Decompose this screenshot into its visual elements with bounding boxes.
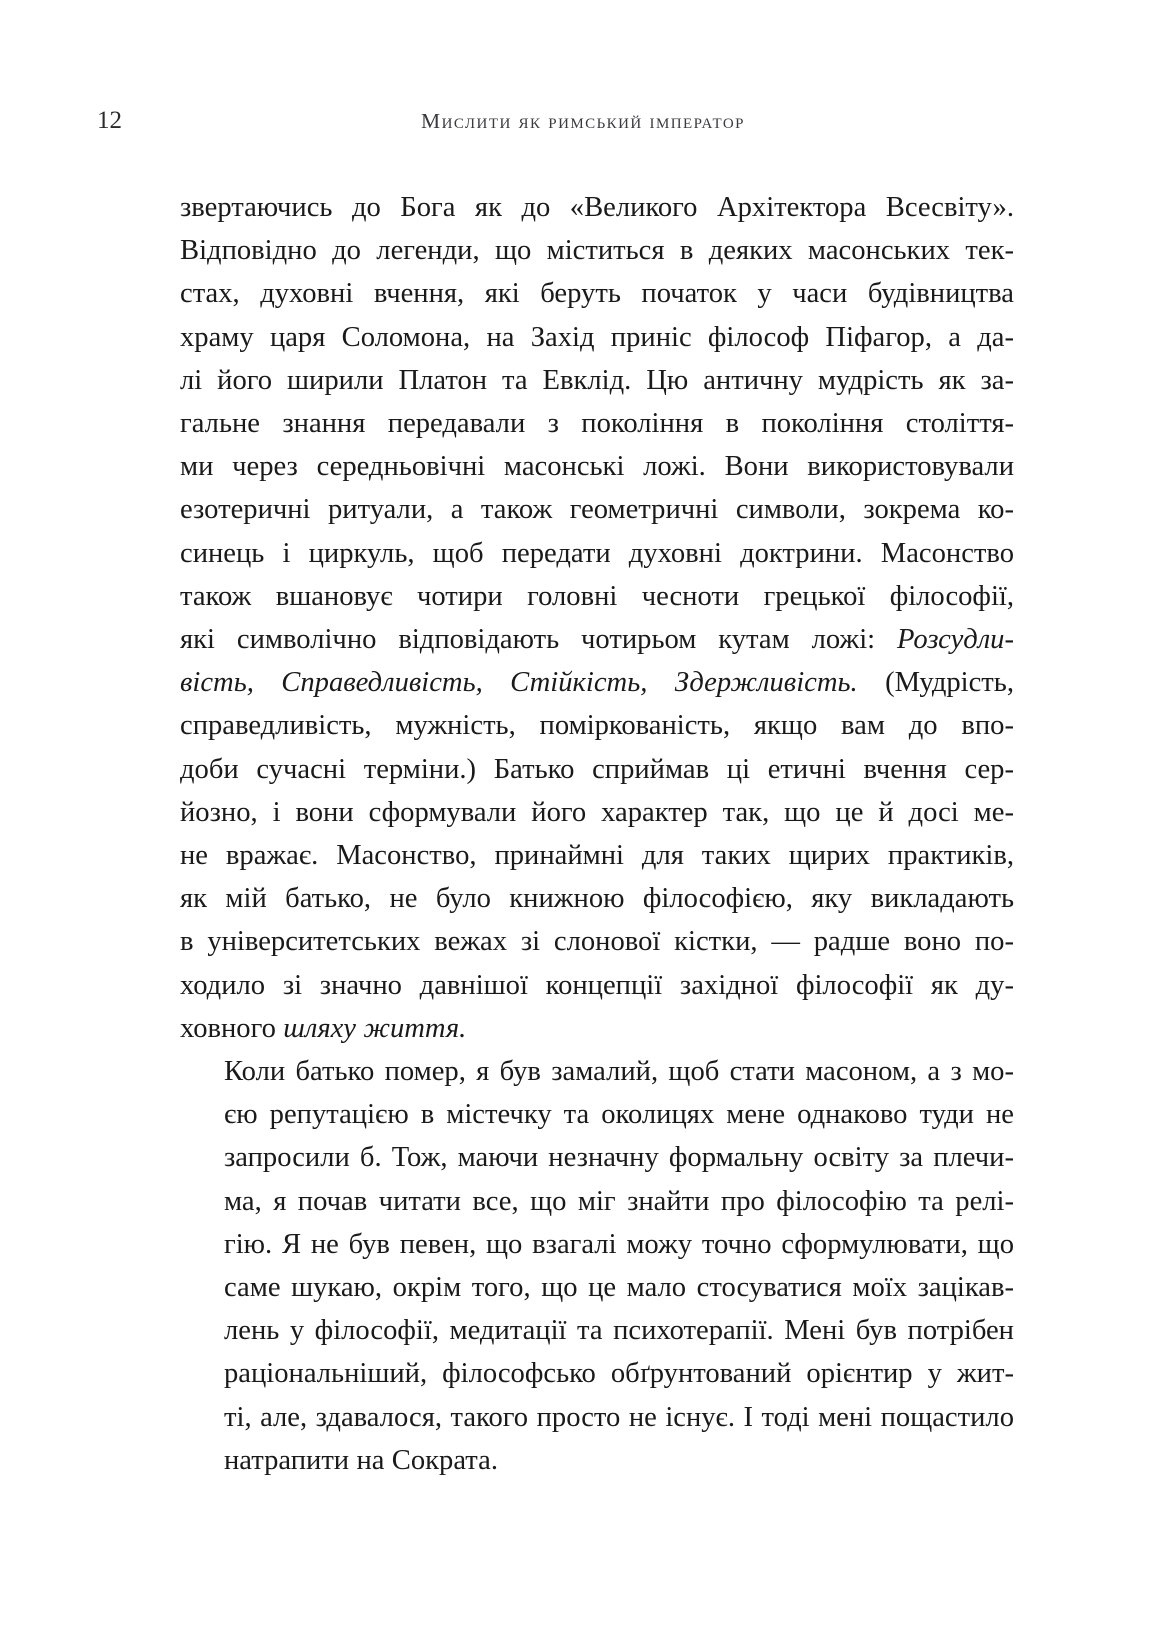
italic-phrase: вість, Справедливість, Стійкість, Здержливість.	[180, 667, 858, 699]
text-line: які символічно відповідають чотирьом кутам ложі: Розсудли-	[180, 624, 1014, 656]
text-line: ті, але, здавалося, такого просто не існує. І тоді мені пощастило	[224, 1401, 1014, 1433]
text-line: стах, духовні вчення, які беруть початок у часи будівництва	[180, 278, 1014, 310]
text-line: запросили б. Тож, маючи незначну формальну освіту за плечи-	[224, 1142, 1014, 1174]
text-line: лень у філософії, медитації та психотерапії. Мені був потрібен	[224, 1315, 1014, 1347]
text-line: езотеричні ритуали, а також геометричні символи, зокрема ко-	[180, 494, 1014, 526]
text-line: Відповідно до легенди, що міститься в деяких масонських тек-	[180, 235, 1014, 267]
text-line: гальне знання передавали з покоління в покоління століття-	[180, 408, 1014, 440]
text-line: ходило зі значно давнішої концепції західної філософії як ду-	[180, 969, 1014, 1001]
text-line: доби сучасні терміни.) Батько сприймав ці етичні вчення сер-	[180, 753, 1014, 785]
text-line: не вражає. Масонство, принаймні для таких щирих практиків,	[180, 840, 1014, 872]
text-line: вість, Справедливість, Стійкість, Здержливість. (Мудрість,	[180, 667, 1014, 699]
text-line: саме шукаю, окрім того, що це мало стосуватися моїх зацікав-	[224, 1272, 1014, 1304]
running-title: Мислити як римський імператор	[421, 109, 745, 133]
text-line: в університетських вежах зі слонової кістки, — радше воно по-	[180, 926, 1014, 958]
text-line: лі його ширили Платон та Евклід. Цю античну мудрість як за-	[180, 364, 1014, 396]
text-line: синець і циркуль, щоб передати духовні доктрини. Масонство	[180, 537, 1014, 569]
text-line: йозно, і вони сформували його характер так, що це й досі ме-	[180, 796, 1014, 828]
italic-phrase: Розсудли-	[897, 624, 1014, 656]
paragraph-1	[180, 186, 1014, 1050]
text-line: звертаючись до Бога як до «Великого Архітектора Всесвіту».	[180, 192, 1014, 223]
text-line: також вшановує чотири головні чесноти грецької філософії,	[180, 580, 1014, 612]
text-block	[180, 186, 1014, 1482]
text-line: ма, я почав читати все, що міг знайти про філософію та релі-	[224, 1185, 1014, 1217]
text-line: храму царя Соломона, на Захід приніс філософ Піфагор, а да-	[180, 321, 1014, 353]
text-line: ховного шляху життя.	[180, 1012, 467, 1044]
running-header	[97, 108, 1069, 142]
text-line: натрапити на Сократа.	[224, 1444, 498, 1476]
page-number: 12	[97, 107, 122, 134]
text-line: як мій батько, не було книжною філософією, яку викладають	[180, 883, 1014, 915]
paragraph-2	[180, 1050, 1014, 1482]
text-line: справедливість, мужність, поміркованість, якщо вам до впо-	[180, 710, 1014, 742]
italic-phrase: шляху життя.	[283, 1012, 467, 1044]
text-line: єю репутацією в містечку та околицях мене однаково туди не	[224, 1099, 1014, 1131]
text-line: гію. Я не був певен, що взагалі можу точно сформулювати, що	[224, 1228, 1014, 1260]
text-line: раціональніший, філософсько обґрунтований орієнтир у жит-	[224, 1358, 1014, 1390]
text-line: Коли батько помер, я був замалий, щоб стати масоном, а з мо-	[224, 1056, 1014, 1088]
text-line: ми через середньовічні масонські ложі. Вони використовували	[180, 451, 1014, 483]
